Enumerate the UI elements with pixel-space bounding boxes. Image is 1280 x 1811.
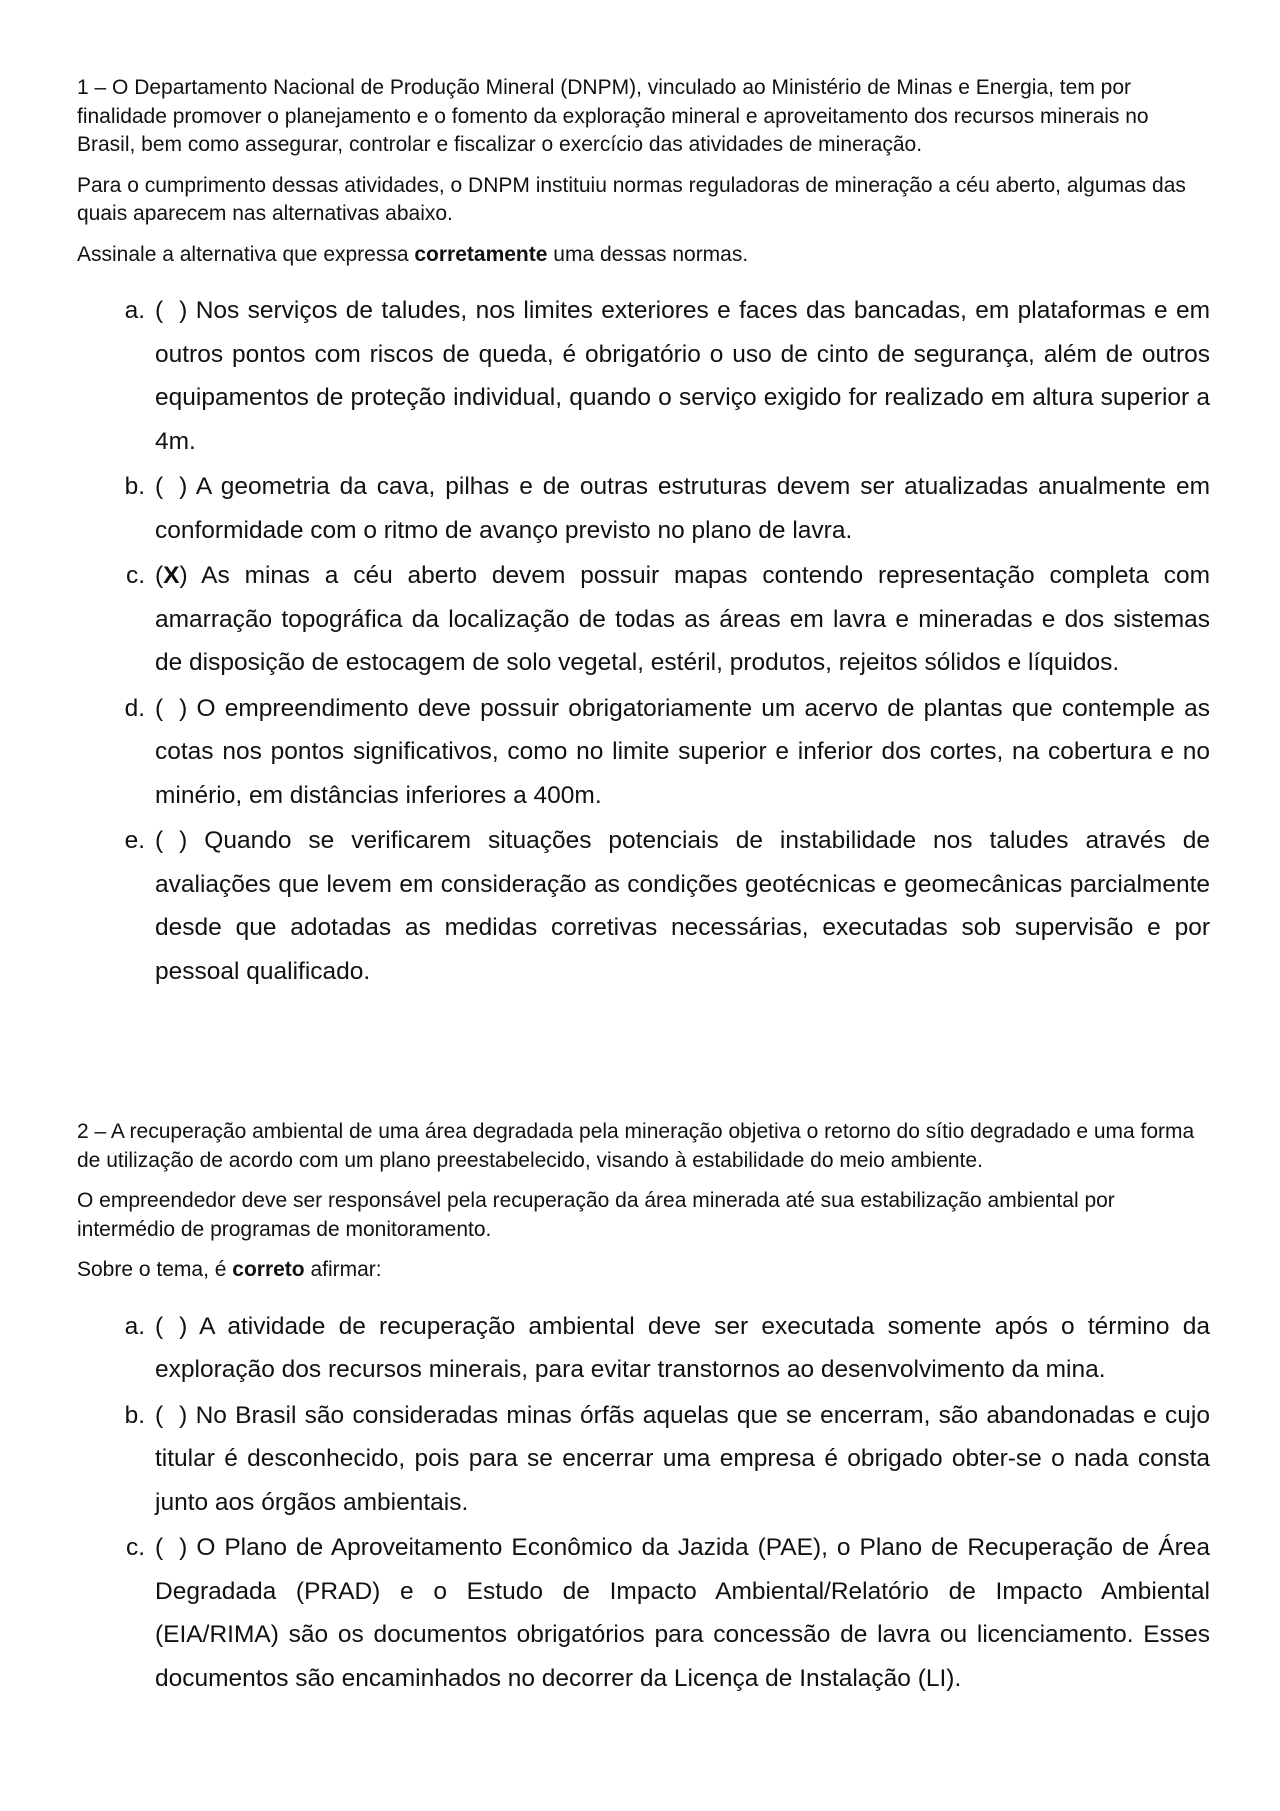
prompt-text: Sobre o tema, é: [77, 1258, 233, 1281]
alternative-b: b. ( ) No Brasil são consideradas minas órfãs aquelas que se encerram, são abandonadas e cujo titular é desconhecido, pois para se encerrar uma empresa é obrigado obter-se o nada consta junto aos órgãos ambientais.: [77, 1394, 1210, 1525]
alternative-a: a. ( ) A atividade de recuperação ambiental deve ser executada somente após o término da exploração dos recursos minerais, para evitar transtornos ao desenvolvimento da mina.: [77, 1305, 1210, 1392]
question-1: [77, 74, 1210, 995]
alternative-d: d. ( ) O empreendimento deve possuir obrigatoriamente um acervo de plantas que contemple as cotas nos pontos significativos, como no limite superior e inferior dos cortes, na cobertura e no minério, em distâncias inferiores a 400m.: [77, 687, 1210, 818]
alternative-b: b. ( ) A geometria da cava, pilhas e de outras estruturas devem ser atualizadas anualmente em conformidade com o ritmo de avanço previsto no plano de lavra.: [77, 465, 1210, 552]
question-1-prompt: [77, 241, 1210, 270]
prompt-text: uma dessas normas.: [547, 242, 749, 266]
question-1-intro: [77, 74, 1210, 269]
question-1-paragraph-1: 1 – O Departamento Nacional de Produção Mineral (DNPM), vinculado ao Ministério de Minas e Energia, tem por finalidade promover o planejamento e o fomento da exploração mineral e aproveitamento dos recursos minerais no Brasil, bem como assegurar, controlar e fiscalizar o exercício das atividades de mineração.: [77, 76, 1149, 156]
alternative-text: O Plano de Aproveitamento Econômico da Jazida (PAE), o Plano de Recuperação de Área Degradada (PRAD) e o Estudo de Impacto Ambiental/Relatório de Impacto Ambiental (EIA/RIMA) são os documentos obrigatórios para concessão de lavra ou licenciamento. Esses documentos são encaminhados no decorrer da Licença de Instalação (LI).: [155, 1534, 1211, 1692]
question-2-paragraph-1: 2 – A recuperação ambiental de uma área degradada pela mineração objetiva o retorno do sítio degradado e uma forma de utilização de acordo com um plano preestabelecido, visando à estabilidade do meio ambiente.: [77, 1120, 1195, 1172]
alternative-text: A atividade de recuperação ambiental deve ser executada somente após o término da exploração dos recursos minerais, para evitar transtornos ao desenvolvimento da mina.: [155, 1312, 1210, 1383]
alternative-letter: b.: [124, 473, 145, 500]
alternative-text: As minas a céu aberto devem possuir mapas contendo representação completa com amarração topográfica da localização de todas as áreas em lavra e mineradas e dos sistemas de disposição de estocagem de solo vegetal, estéril, produtos, rejeitos sólidos e líquidos.: [155, 562, 1210, 676]
alternative-letter: c.: [125, 1534, 145, 1561]
prompt-emphasis: corretamente: [414, 242, 548, 266]
alternative-text: A geometria da cava, pilhas e de outras estruturas devem ser atualizadas anualmente em conformidade com o ritmo de avanço previsto no plano de lavra.: [155, 473, 1210, 544]
question-1-alternatives: [77, 289, 1210, 993]
alternative-a: a. ( ) Nos serviços de taludes, nos limites exteriores e faces das bancadas, em plataformas e em outros pontos com riscos de queda, é obrigatório o uso de cinto de segurança, além de outros equipamentos de proteção individual, quando o serviço exigido for realizado em altura superior a 4m.: [77, 289, 1210, 463]
alternative-letter: d.: [124, 694, 145, 722]
alternative-c: c. ( ) O Plano de Aproveitamento Econômico da Jazida (PAE), o Plano de Recuperação de Área Degradada (PRAD) e o Estudo de Impacto Ambiental/Relatório de Impacto Ambiental (EIA/RIMA) são os documentos obrigatórios para concessão de lavra ou licenciamento. Esses documentos são encaminhados no decorrer da Licença de Instalação (LI).: [77, 1526, 1210, 1700]
alternative-text: Quando se verificarem situações potenciais de instabilidade nos taludes através de avaliações que levem em consideração as condições geotécnicas e geomecânicas parcialmente desde que adotadas as medidas corretivas necessárias, executadas sob supervisão e por pessoal qualificado.: [155, 827, 1210, 985]
answer-mark: X: [163, 562, 180, 589]
alternative-e: e. ( ) Quando se verificarem situações potenciais de instabilidade nos taludes através de avaliações que levem em consideração as condições geotécnicas e geomecânicas parcialmente desde que adotadas as medidas corretivas necessárias, executadas sob supervisão e por pessoal qualificado.: [77, 819, 1210, 993]
question-2-intro: [77, 1118, 1210, 1285]
alternative-c: c. (X) As minas a céu aberto devem possuir mapas contendo representação completa com amarração topográfica da localização de todas as áreas em lavra e mineradas e dos sistemas de disposição de estocagem de solo vegetal, estéril, produtos, rejeitos sólidos e líquidos.: [77, 554, 1210, 685]
question-1-paragraph-2: Para o cumprimento dessas atividades, o DNPM instituiu normas reguladoras de mineração a céu aberto, algumas das quais aparecem nas alternativas abaixo.: [77, 173, 1186, 225]
prompt-text: Assinale a alternativa que expressa: [77, 242, 415, 266]
prompt-text: afirmar:: [304, 1258, 382, 1281]
question-2-alternatives: [77, 1305, 1210, 1701]
alternative-text: O empreendimento deve possuir obrigatoriamente um acervo de plantas que contemple as cotas nos pontos significativos, como no limite superior e inferior dos cortes, na cobertura e no minério, em distâncias inferiores a 400m.: [155, 694, 1210, 809]
question-2-prompt: [77, 1256, 1210, 1285]
alternative-letter: e.: [124, 827, 145, 854]
alternative-text: No Brasil são consideradas minas órfãs aquelas que se encerram, são abandonadas e cujo titular é desconhecido, pois para se encerrar uma empresa é obrigado obter-se o nada consta junto aos órgãos ambientais.: [155, 1401, 1210, 1516]
alternative-letter: c.: [125, 562, 145, 589]
prompt-emphasis: correto: [232, 1258, 305, 1281]
alternative-letter: b.: [124, 1401, 145, 1429]
alternative-letter: a.: [124, 297, 145, 324]
question-2-paragraph-2: O empreendedor deve ser responsável pela recuperação da área minerada até sua estabilização ambiental por intermédio de programas de monitoramento.: [77, 1189, 1115, 1241]
alternative-letter: a.: [124, 1312, 145, 1340]
alternative-text: Nos serviços de taludes, nos limites exteriores e faces das bancadas, em plataformas e em outros pontos com riscos de queda, é obrigatório o uso de cinto de segurança, além de outros equipamentos de proteção individual, quando o serviço exigido for realizado em altura superior a 4m.: [155, 297, 1211, 455]
question-2: [77, 1118, 1210, 1702]
